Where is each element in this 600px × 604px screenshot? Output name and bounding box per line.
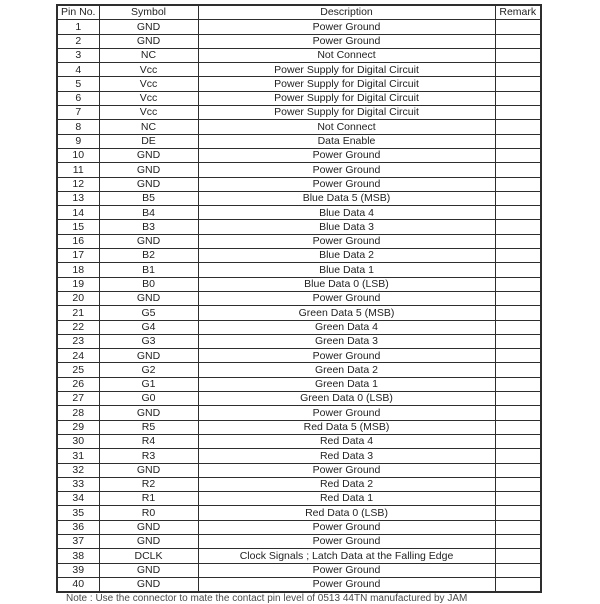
symbol-cell: Vcc: [99, 106, 198, 120]
symbol-cell: B3: [99, 220, 198, 234]
description-cell: Red Data 0 (LSB): [198, 506, 495, 520]
pin-no-cell: 34: [57, 492, 99, 506]
symbol-cell: B1: [99, 263, 198, 277]
description-cell: Power Ground: [198, 148, 495, 162]
symbol-cell: GND: [99, 406, 198, 420]
pin-no-cell: 31: [57, 449, 99, 463]
remark-cell: [495, 206, 541, 220]
remark-cell: [495, 577, 541, 592]
pin-no-cell: 29: [57, 420, 99, 434]
description-cell: Power Ground: [198, 34, 495, 48]
pin-assignment-table: [56, 4, 542, 593]
column-header-description: Description: [198, 5, 495, 20]
table-row: [57, 334, 541, 348]
table-row: [57, 34, 541, 48]
pin-no-cell: 15: [57, 220, 99, 234]
remark-cell: [495, 249, 541, 263]
description-cell: Power Ground: [198, 463, 495, 477]
description-cell: Red Data 1: [198, 492, 495, 506]
table-row: [57, 206, 541, 220]
description-cell: Clock Signals ; Latch Data at the Falling Edge: [198, 549, 495, 563]
pin-no-cell: 19: [57, 277, 99, 291]
table-row: [57, 177, 541, 191]
pin-no-cell: 35: [57, 506, 99, 520]
table-row: [57, 349, 541, 363]
symbol-cell: Vcc: [99, 63, 198, 77]
symbol-cell: R4: [99, 434, 198, 448]
pin-no-cell: 27: [57, 392, 99, 406]
remark-cell: [495, 492, 541, 506]
pin-no-cell: 21: [57, 306, 99, 320]
table-row: [57, 148, 541, 162]
pin-no-cell: 28: [57, 406, 99, 420]
description-cell: Power Ground: [198, 577, 495, 592]
symbol-cell: B2: [99, 249, 198, 263]
description-cell: Data Enable: [198, 134, 495, 148]
symbol-cell: GND: [99, 291, 198, 305]
remark-cell: [495, 91, 541, 105]
remark-cell: [495, 320, 541, 334]
symbol-cell: B0: [99, 277, 198, 291]
symbol-cell: GND: [99, 163, 198, 177]
pin-no-cell: 16: [57, 234, 99, 248]
remark-cell: [495, 406, 541, 420]
symbol-cell: GND: [99, 234, 198, 248]
symbol-cell: GND: [99, 463, 198, 477]
pin-no-cell: 37: [57, 534, 99, 548]
remark-cell: [495, 349, 541, 363]
pin-no-cell: 14: [57, 206, 99, 220]
pin-no-cell: 18: [57, 263, 99, 277]
remark-cell: [495, 449, 541, 463]
symbol-cell: R2: [99, 477, 198, 491]
table-row: [57, 191, 541, 205]
table-row: [57, 534, 541, 548]
table-row: [57, 291, 541, 305]
pin-no-cell: 10: [57, 148, 99, 162]
table-row: [57, 363, 541, 377]
symbol-cell: R3: [99, 449, 198, 463]
remark-cell: [495, 506, 541, 520]
pin-no-cell: 20: [57, 291, 99, 305]
description-cell: Green Data 0 (LSB): [198, 392, 495, 406]
description-cell: Power Ground: [198, 349, 495, 363]
table-row: [57, 163, 541, 177]
description-cell: Not Connect: [198, 120, 495, 134]
pin-no-cell: 33: [57, 477, 99, 491]
symbol-cell: Vcc: [99, 91, 198, 105]
description-cell: Power Ground: [198, 520, 495, 534]
table-row: [57, 449, 541, 463]
symbol-cell: G3: [99, 334, 198, 348]
symbol-cell: Vcc: [99, 77, 198, 91]
table-row: [57, 520, 541, 534]
remark-cell: [495, 277, 541, 291]
pin-no-cell: 3: [57, 48, 99, 62]
pin-no-cell: 25: [57, 363, 99, 377]
remark-cell: [495, 234, 541, 248]
remark-cell: [495, 434, 541, 448]
pin-no-cell: 24: [57, 349, 99, 363]
description-cell: Blue Data 0 (LSB): [198, 277, 495, 291]
table-row: [57, 463, 541, 477]
description-cell: Blue Data 4: [198, 206, 495, 220]
pin-no-cell: 13: [57, 191, 99, 205]
symbol-cell: B4: [99, 206, 198, 220]
description-cell: Not Connect: [198, 48, 495, 62]
remark-cell: [495, 377, 541, 391]
pin-no-cell: 40: [57, 577, 99, 592]
table-row: [57, 492, 541, 506]
remark-cell: [495, 63, 541, 77]
description-cell: Red Data 4: [198, 434, 495, 448]
remark-cell: [495, 134, 541, 148]
remark-cell: [495, 77, 541, 91]
symbol-cell: GND: [99, 534, 198, 548]
table-row: [57, 392, 541, 406]
symbol-cell: GND: [99, 34, 198, 48]
table-row: [57, 506, 541, 520]
table-row: [57, 477, 541, 491]
remark-cell: [495, 549, 541, 563]
remark-cell: [495, 163, 541, 177]
symbol-cell: G0: [99, 392, 198, 406]
symbol-cell: GND: [99, 563, 198, 577]
symbol-cell: NC: [99, 120, 198, 134]
symbol-cell: NC: [99, 48, 198, 62]
remark-cell: [495, 106, 541, 120]
description-cell: Blue Data 5 (MSB): [198, 191, 495, 205]
description-cell: Green Data 2: [198, 363, 495, 377]
clipped-bottom-note: Note : Use the connector to mate the contact pin level of 0513 44TN manufactured by JAM: [66, 593, 468, 604]
pin-no-cell: 9: [57, 134, 99, 148]
description-cell: Power Ground: [198, 20, 495, 34]
table-row: [57, 120, 541, 134]
symbol-cell: GND: [99, 148, 198, 162]
description-cell: Green Data 4: [198, 320, 495, 334]
table-row: [57, 406, 541, 420]
table-row: [57, 48, 541, 62]
description-cell: Blue Data 1: [198, 263, 495, 277]
pin-no-cell: 30: [57, 434, 99, 448]
remark-cell: [495, 463, 541, 477]
symbol-cell: GND: [99, 177, 198, 191]
column-header-remark: Remark: [495, 5, 541, 20]
table-row: [57, 263, 541, 277]
pin-no-cell: 36: [57, 520, 99, 534]
table-row: [57, 277, 541, 291]
description-cell: Power Ground: [198, 234, 495, 248]
description-cell: Green Data 3: [198, 334, 495, 348]
remark-cell: [495, 34, 541, 48]
remark-cell: [495, 220, 541, 234]
symbol-cell: G2: [99, 363, 198, 377]
symbol-cell: DCLK: [99, 549, 198, 563]
description-cell: Power Ground: [198, 177, 495, 191]
description-cell: Power Ground: [198, 563, 495, 577]
description-cell: Blue Data 2: [198, 249, 495, 263]
symbol-cell: G1: [99, 377, 198, 391]
symbol-cell: R1: [99, 492, 198, 506]
description-cell: Power Supply for Digital Circuit: [198, 91, 495, 105]
symbol-cell: GND: [99, 577, 198, 592]
symbol-cell: GND: [99, 20, 198, 34]
remark-cell: [495, 520, 541, 534]
pin-no-cell: 7: [57, 106, 99, 120]
symbol-cell: GND: [99, 520, 198, 534]
remark-cell: [495, 177, 541, 191]
table-row: [57, 20, 541, 34]
description-cell: Red Data 2: [198, 477, 495, 491]
pin-no-cell: 23: [57, 334, 99, 348]
description-cell: Power Supply for Digital Circuit: [198, 106, 495, 120]
table-row: [57, 234, 541, 248]
table-row: [57, 91, 541, 105]
column-header-symbol: Symbol: [99, 5, 198, 20]
description-cell: Blue Data 3: [198, 220, 495, 234]
pin-no-cell: 38: [57, 549, 99, 563]
pin-no-cell: 12: [57, 177, 99, 191]
table-row: [57, 420, 541, 434]
pin-no-cell: 8: [57, 120, 99, 134]
symbol-cell: R5: [99, 420, 198, 434]
table-row: [57, 249, 541, 263]
symbol-cell: G4: [99, 320, 198, 334]
table-row: [57, 563, 541, 577]
remark-cell: [495, 477, 541, 491]
pin-assignment-table-container: [56, 4, 540, 593]
table-row: [57, 134, 541, 148]
table-row: [57, 220, 541, 234]
description-cell: Power Ground: [198, 406, 495, 420]
column-header-pin-no: Pin No.: [57, 5, 99, 20]
symbol-cell: DE: [99, 134, 198, 148]
remark-cell: [495, 306, 541, 320]
remark-cell: [495, 563, 541, 577]
description-cell: Power Supply for Digital Circuit: [198, 77, 495, 91]
remark-cell: [495, 48, 541, 62]
description-cell: Green Data 1: [198, 377, 495, 391]
remark-cell: [495, 334, 541, 348]
remark-cell: [495, 534, 541, 548]
description-cell: Power Supply for Digital Circuit: [198, 63, 495, 77]
remark-cell: [495, 392, 541, 406]
description-cell: Power Ground: [198, 291, 495, 305]
table-row: [57, 577, 541, 592]
remark-cell: [495, 191, 541, 205]
symbol-cell: G5: [99, 306, 198, 320]
remark-cell: [495, 363, 541, 377]
pin-no-cell: 5: [57, 77, 99, 91]
remark-cell: [495, 148, 541, 162]
table-row: [57, 106, 541, 120]
pin-no-cell: 32: [57, 463, 99, 477]
pin-no-cell: 4: [57, 63, 99, 77]
pin-no-cell: 2: [57, 34, 99, 48]
remark-cell: [495, 291, 541, 305]
pin-no-cell: 39: [57, 563, 99, 577]
pin-no-cell: 6: [57, 91, 99, 105]
pin-no-cell: 17: [57, 249, 99, 263]
pin-no-cell: 1: [57, 20, 99, 34]
pin-no-cell: 11: [57, 163, 99, 177]
symbol-cell: B5: [99, 191, 198, 205]
table-row: [57, 77, 541, 91]
pin-no-cell: 26: [57, 377, 99, 391]
table-row: [57, 434, 541, 448]
table-header-row: [57, 5, 541, 20]
symbol-cell: GND: [99, 349, 198, 363]
table-row: [57, 320, 541, 334]
remark-cell: [495, 263, 541, 277]
remark-cell: [495, 120, 541, 134]
table-row: [57, 549, 541, 563]
description-cell: Red Data 3: [198, 449, 495, 463]
symbol-cell: R0: [99, 506, 198, 520]
description-cell: Power Ground: [198, 163, 495, 177]
table-row: [57, 377, 541, 391]
description-cell: Green Data 5 (MSB): [198, 306, 495, 320]
pin-no-cell: 22: [57, 320, 99, 334]
table-row: [57, 306, 541, 320]
remark-cell: [495, 420, 541, 434]
table-row: [57, 63, 541, 77]
description-cell: Red Data 5 (MSB): [198, 420, 495, 434]
remark-cell: [495, 20, 541, 34]
description-cell: Power Ground: [198, 534, 495, 548]
